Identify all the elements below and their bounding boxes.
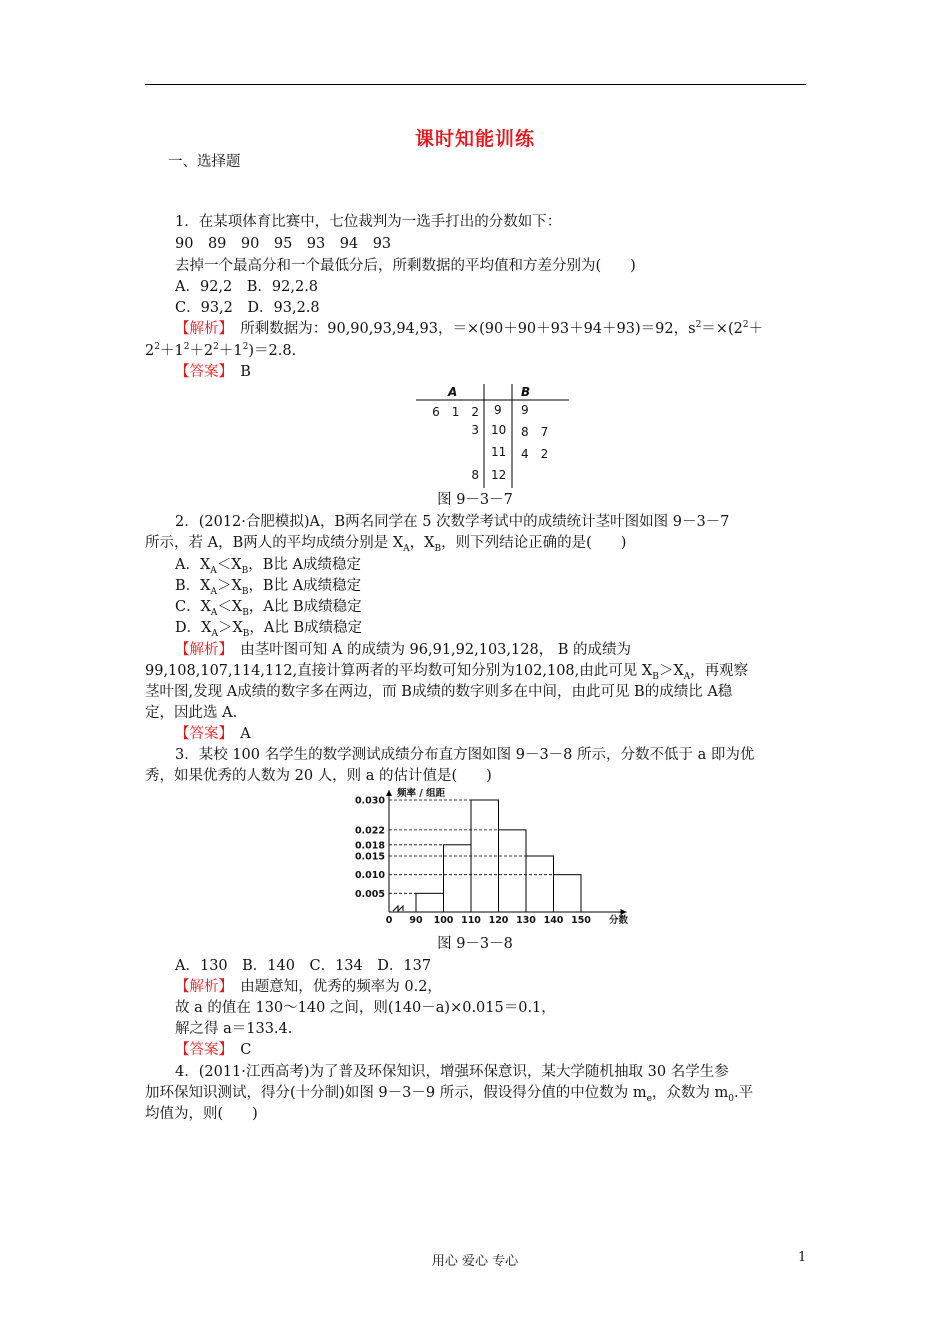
q2-answer: 【答案】 A — [175, 726, 251, 742]
histogram-bar — [526, 856, 554, 912]
q2-line2: 所示，若 A，B两人的平均成绩分别是 $X_A$，$X_B$，则下列结论正确的是( ) — [145, 535, 627, 554]
figure-caption-9-3-7: 图 9－3－7 — [437, 492, 513, 508]
x-tick-label: 90 — [409, 915, 423, 926]
q2-option-d: D．$X_A>X_B$，A比 B成绩稳定 — [175, 620, 363, 639]
q1-scores: 90 89 90 95 93 94 93 — [175, 236, 392, 252]
q1-options-ab: A．92,2 B．92,2.8 — [175, 279, 319, 295]
q2-analysis-line2: 99,108,107,114,112,直接计算两者的平均数可知分别为102,108,由此可见 $X_B>X_A$，再观察 — [145, 663, 749, 682]
y-axis-label: 频率 / 组距 — [397, 788, 446, 799]
stem-row1: 9 — [494, 403, 502, 417]
q3-analysis-line2: 故 a 的值在 130～140 之间，则(140－a)×0.015＝0.1， — [175, 1000, 556, 1016]
histogram — [355, 786, 630, 931]
y-tick-label: 0.030 — [355, 795, 385, 807]
histogram-bar — [499, 830, 527, 912]
q1-answer: 【答案】 B — [175, 364, 251, 380]
q3-options: A．130 B．140 C．134 D．137 — [175, 958, 432, 974]
y-tick-label: 0.015 — [355, 851, 385, 863]
q3-analysis-line3: 解之得 a＝133.4. — [175, 1021, 293, 1037]
x-tick-label: 130 — [516, 915, 536, 926]
stem-head-a: A — [448, 385, 458, 399]
q2-analysis-line3: 茎叶图,发现 A成绩的数字多在两边，而 B成绩的数字则多在中间，由此可见 B的成绩比 A稳 — [145, 684, 733, 700]
x-tick-label: 150 — [571, 915, 591, 926]
answer-tag: 【答案】 — [175, 364, 226, 380]
stem-row2: 10 — [491, 423, 507, 437]
y-tick-label: 0.010 — [355, 870, 385, 882]
top-rule — [145, 84, 806, 85]
section-heading: 一、选择题 — [168, 154, 241, 170]
axis-break — [393, 906, 403, 911]
leaf-b-row2: 8 7 — [521, 425, 549, 439]
q4-line3: 均值为，则( ) — [145, 1106, 258, 1122]
x-tick-label: 100 — [433, 915, 454, 926]
footer-slogan: 用心 爱心 专心 — [431, 1254, 519, 1269]
q3-line2: 秀，如果优秀的人数为 20 人，则 a 的估计值是( ) — [145, 768, 492, 784]
y-tick-label: 0.022 — [355, 825, 385, 837]
x-axis-label: 分数 — [609, 915, 629, 926]
x-tick-label: 0 — [385, 915, 393, 926]
q1-stem: 1．在某项体育比赛中，七位裁判为一选手打出的分数如下： — [175, 214, 562, 230]
y-tick-label: 0.005 — [355, 888, 385, 900]
histogram-bar — [444, 845, 472, 912]
q4-line2: 加环保知识测试，得分(十分制)如图 9－3－9 所示，假设得分值的中位数为 $m_e$，众数为 $m_0$.平 — [145, 1085, 754, 1104]
y-tick-label: 0.018 — [355, 840, 385, 852]
x-tick-label: 140 — [543, 915, 564, 926]
leaf-a-row1: 6 1 2 — [432, 405, 479, 419]
q2-analysis-line1: 【解析】 由茎叶图可知 A 的成绩为 96,91,92,103,128， B 的成绩为 — [175, 642, 632, 658]
stem-head-b: B — [521, 385, 531, 399]
x-tick-label: 110 — [461, 915, 481, 926]
leaf-a-row4: 8 — [471, 468, 479, 482]
q3-line1: 3．某校 100 名学生的数学测试成绩分布直方图如图 9－3－8 所示，分数不低于 a 即为优 — [175, 747, 755, 763]
histogram-bar — [554, 875, 582, 912]
y-axis-arrow — [386, 790, 392, 796]
leaf-b-row1: 9 — [521, 403, 529, 417]
leaf-b-row3: 4 2 — [521, 447, 549, 461]
q3-answer: 【答案】 C — [175, 1042, 252, 1058]
stem-leaf-plot — [416, 384, 569, 490]
figure-caption-9-3-8: 图 9－3－8 — [437, 936, 513, 952]
q2-option-b: B．$X_A>X_B$，B比 A成绩稳定 — [175, 578, 362, 597]
q2-analysis-line4: 定，因此选 A. — [145, 705, 238, 721]
q3-analysis-line1: 【解析】 由题意知，优秀的频率为 0.2， — [175, 979, 442, 995]
page-title: 课时知能训练 — [414, 128, 535, 150]
q2-line1: 2．(2012·合肥模拟)A，B两名同学在 5 次数学考试中的成绩统计茎叶图如图 9－3－7 — [175, 514, 730, 530]
q2-option-c: C．$X_A<X_B$，A比 B成绩稳定 — [175, 599, 362, 618]
stem-row3: 11 — [491, 445, 507, 459]
q2-option-a: A．$X_A<X_B$，B比 A成绩稳定 — [175, 557, 361, 576]
analysis-tag: 【解析】 — [175, 321, 226, 337]
stem-row4: 12 — [491, 468, 507, 482]
q1-analysis-line2: $2^2+1^2+2^2+1^2)=2.8$. — [145, 342, 297, 359]
q4-line1: 4．(2011·江西高考)为了普及环保知识，增强环保意识，某大学随机抽取 30 名学生参 — [175, 1064, 729, 1080]
q1-options-cd: C．93,2 D．93,2.8 — [175, 300, 320, 316]
page-number: 1 — [798, 1250, 807, 1265]
leaf-a-row2: 3 — [471, 423, 479, 437]
histogram-bar — [416, 893, 444, 912]
q1-analysis-line1: 【解析】 所剩数据为：90,90,93,94,93，＝×(90＋90＋93＋94＋93)＝92，$s^2=\times(2^2+$ — [175, 320, 764, 337]
x-tick-label: 120 — [488, 915, 509, 926]
q1-ask: 去掉一个最高分和一个最低分后，所剩数据的平均值和方差分别为( ) — [175, 258, 636, 274]
